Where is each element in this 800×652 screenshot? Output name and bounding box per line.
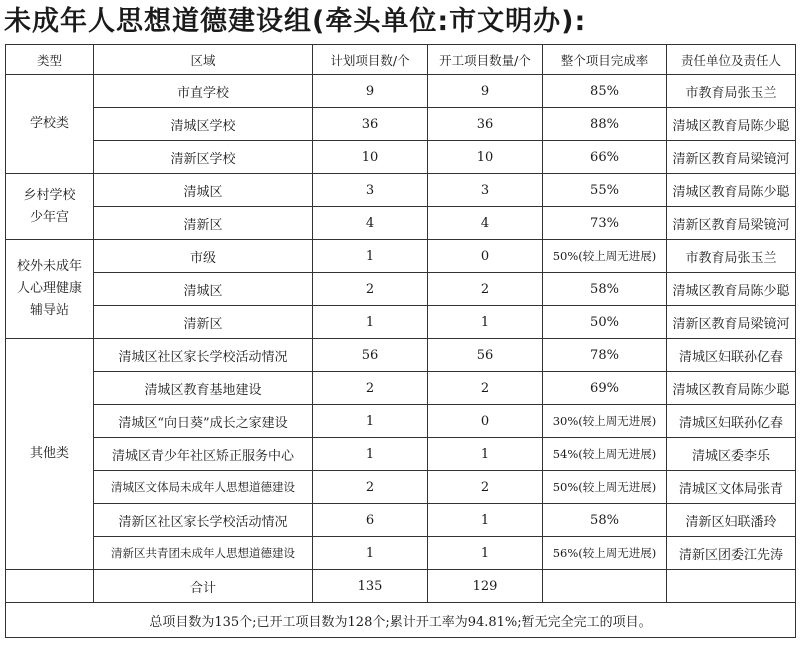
category-line: 学校类 [29,116,69,131]
rate-cell: 78% [543,339,667,372]
owner-cell: 清城区教育局陈少聪 [667,372,796,405]
rate-cell: 56%(较上周无进展) [543,537,667,570]
table-row [6,438,796,471]
planned-cell: 2 [313,273,428,306]
planned-cell: 56 [313,339,428,372]
region-cell: 清城区“向日葵”成长之家建设 [94,405,313,438]
started-cell: 1 [428,306,543,339]
category-line: 乡村学校 [23,187,76,203]
owner-cell: 清新区团委江先涛 [667,537,796,570]
header-started: 开工项目数量/个 [428,45,543,75]
table-row [6,240,796,273]
category-cell [6,240,94,339]
table-row [6,174,796,207]
rate-cell: 85% [543,75,667,108]
started-cell: 1 [428,504,543,537]
table-row [6,108,796,141]
rate-cell: 30%(较上周无进展) [543,405,667,438]
started-cell: 1 [428,537,543,570]
rate-cell: 73% [543,207,667,240]
total-started: 129 [428,570,543,603]
rate-cell: 58% [543,504,667,537]
total-blank-cell [543,570,667,603]
started-cell: 0 [428,405,543,438]
owner-cell: 清城区文体局张青 [667,471,796,504]
owner-cell: 清新区教育局梁镜河 [667,207,796,240]
owner-cell: 清城区委李乐 [667,438,796,471]
total-blank-cell [667,570,796,603]
started-cell: 4 [428,207,543,240]
owner-cell: 清城区教育局陈少聪 [667,273,796,306]
category-line: 人心理健康 [16,281,82,296]
category-cell [6,75,94,174]
total-row [6,570,796,603]
header-region: 区域 [94,45,313,75]
planned-cell: 1 [313,240,428,273]
category-line: 校外未成年 [16,259,82,274]
table-row [6,471,796,504]
owner-cell: 市教育局张玉兰 [667,75,796,108]
category-line: 其他类 [29,446,69,461]
rate-cell: 88% [543,108,667,141]
region-cell: 清城区教育基地建设 [94,372,313,405]
planned-cell: 2 [313,471,428,504]
region-cell: 市级 [94,240,313,273]
planned-cell: 1 [313,537,428,570]
rate-cell: 55% [543,174,667,207]
total-label: 合计 [94,570,313,603]
planned-cell: 3 [313,174,428,207]
rate-cell: 58% [543,273,667,306]
region-cell: 清城区文体局未成年人思想道德建设 [94,471,313,504]
table-row [6,306,796,339]
region-cell: 清城区 [94,174,313,207]
category-cell [6,174,94,240]
category-cell [6,339,94,570]
header-row [6,45,796,75]
region-cell: 清新区社区家长学校活动情况 [94,504,313,537]
rate-cell: 50%(较上周无进展) [543,240,667,273]
owner-cell: 清城区教育局陈少聪 [667,108,796,141]
started-cell: 0 [428,240,543,273]
region-cell: 清新区 [94,207,313,240]
owner-cell: 市教育局张玉兰 [667,240,796,273]
header-owner: 责任单位及责任人 [667,45,796,75]
header-rate: 整个项目完成率 [543,45,667,75]
region-cell: 清新区 [94,306,313,339]
owner-cell: 清城区妇联孙亿春 [667,405,796,438]
header-planned: 计划项目数/个 [313,45,428,75]
planned-cell: 4 [313,207,428,240]
total-planned: 135 [313,570,428,603]
table-row [6,141,796,174]
region-cell: 清城区学校 [94,108,313,141]
table-row [6,537,796,570]
planned-cell: 1 [313,405,428,438]
planned-cell: 2 [313,372,428,405]
owner-cell: 清城区教育局陈少聪 [667,174,796,207]
planned-cell: 1 [313,306,428,339]
started-cell: 1 [428,438,543,471]
owner-cell: 清新区教育局梁镜河 [667,306,796,339]
category-line: 少年宫 [29,209,69,225]
started-cell: 9 [428,75,543,108]
table-row [6,504,796,537]
summary-text: 总项目数为135个;已开工项目数为128个;累计开工率为94.81%;暂无完全完工的项目。 [6,603,796,638]
region-cell: 市直学校 [94,75,313,108]
summary-row [6,603,796,638]
table-row [6,339,796,372]
started-cell: 2 [428,471,543,504]
owner-cell: 清新区教育局梁镜河 [667,141,796,174]
category-line: 辅导站 [29,303,69,318]
planned-cell: 36 [313,108,428,141]
rate-cell: 69% [543,372,667,405]
table-row [6,273,796,306]
rate-cell: 50%(较上周无进展) [543,471,667,504]
rate-cell: 66% [543,141,667,174]
started-cell: 36 [428,108,543,141]
owner-cell: 清城区妇联孙亿春 [667,339,796,372]
project-table [5,44,796,638]
planned-cell: 6 [313,504,428,537]
planned-cell: 9 [313,75,428,108]
rate-cell: 54%(较上周无进展) [543,438,667,471]
started-cell: 3 [428,174,543,207]
table-row [6,372,796,405]
table-row [6,75,796,108]
owner-cell: 清新区妇联潘玲 [667,504,796,537]
region-cell: 清新区学校 [94,141,313,174]
started-cell: 56 [428,339,543,372]
total-blank-cell [6,570,94,603]
started-cell: 2 [428,372,543,405]
region-cell: 清城区社区家长学校活动情况 [94,339,313,372]
region-cell: 清新区共青团未成年人思想道德建设 [94,537,313,570]
region-cell: 清城区 [94,273,313,306]
page-title: 未成年人思想道德建设组(牵头单位:市文明办): [4,6,587,37]
table-row [6,405,796,438]
planned-cell: 1 [313,438,428,471]
region-cell: 清城区青少年社区矫正服务中心 [94,438,313,471]
rate-cell: 50% [543,306,667,339]
planned-cell: 10 [313,141,428,174]
table-row [6,207,796,240]
started-cell: 2 [428,273,543,306]
started-cell: 10 [428,141,543,174]
header-type: 类型 [6,45,94,75]
